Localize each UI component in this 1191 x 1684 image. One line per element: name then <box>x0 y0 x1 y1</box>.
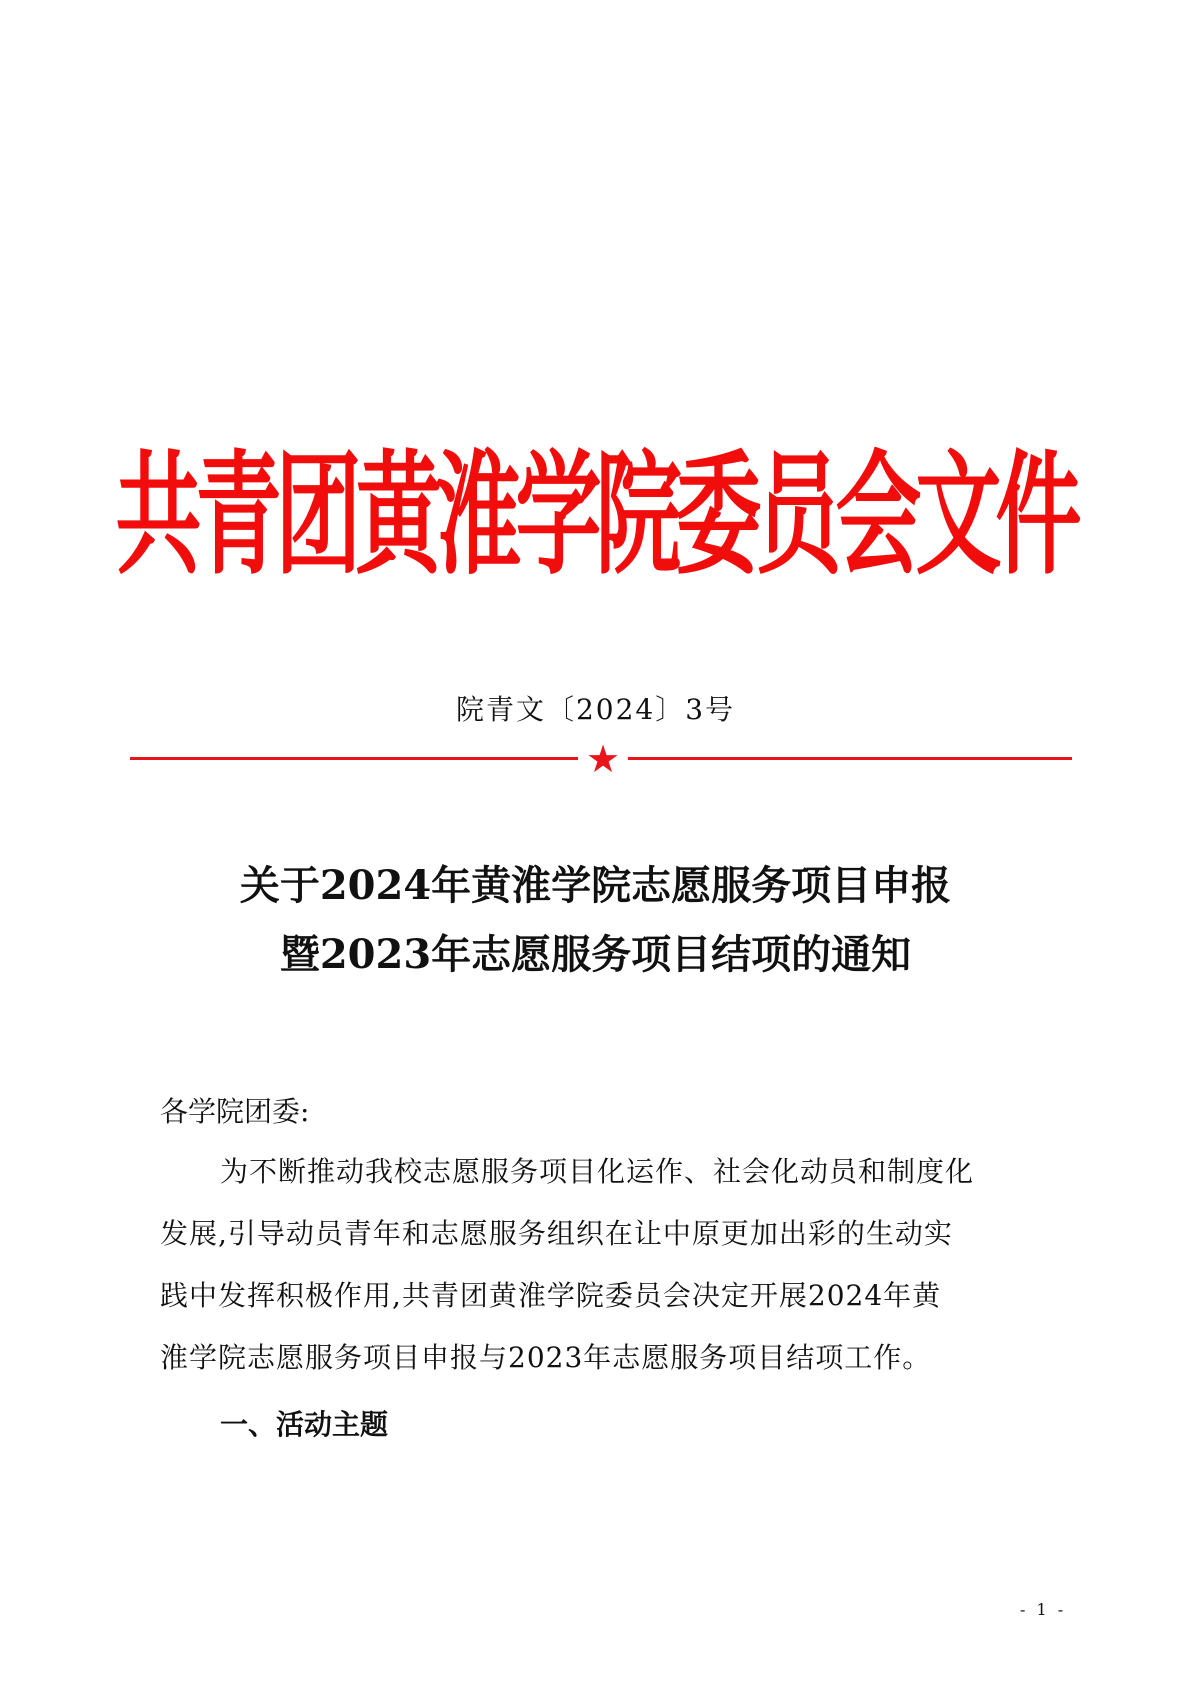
paragraph-line-3: 践中发挥积极作用,共青团黄淮学院委员会决定开展2024年黄 <box>160 1279 942 1312</box>
paragraph-line-4: 淮学院志愿服务项目申报与2023年志愿服务项目结项工作。 <box>160 1341 932 1374</box>
red-rule-left <box>130 757 578 760</box>
paragraph-line-2: 发展,引导动员青年和志愿服务组织在让中原更加出彩的生动实 <box>160 1217 953 1250</box>
paragraph-line-1: 为不断推动我校志愿服务项目化运作、社会化动员和制度化 <box>220 1155 975 1188</box>
notice-title-line-1: 关于2024年黄淮学院志愿服务项目申报 <box>239 862 952 909</box>
salutation: 各学院团委: <box>160 1095 310 1128</box>
star-icon: ★ <box>585 737 621 781</box>
page-number: - 1 - <box>1020 1600 1067 1619</box>
document-number: 院青文〔2024〕3号 <box>455 693 736 726</box>
section-heading: 一、活动主题 <box>220 1408 389 1441</box>
notice-title-line-2: 暨2023年志愿服务项目结项的通知 <box>279 931 912 978</box>
masthead-title: 共青团黄淮学院委员会文件 <box>115 437 1076 594</box>
red-rule-right <box>628 757 1072 760</box>
